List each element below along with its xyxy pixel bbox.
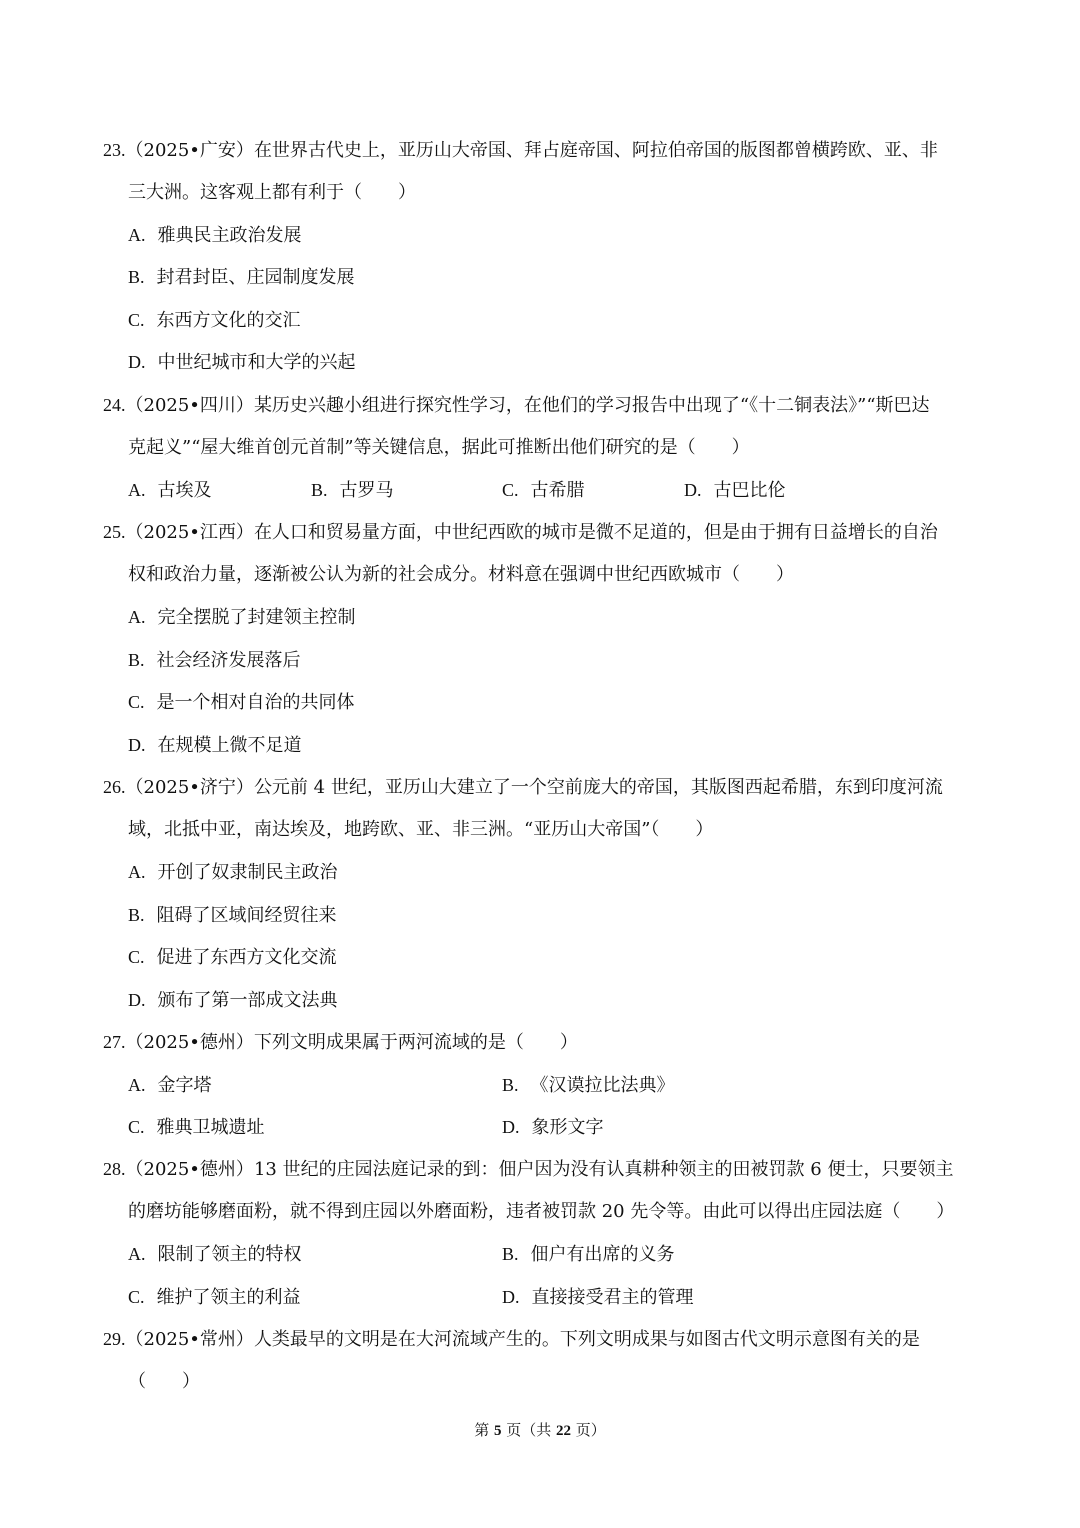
question-source: （2025•广安） — [125, 140, 254, 161]
option-b[interactable]: B. 古罗马 — [311, 480, 394, 501]
question-number: 24. — [103, 395, 126, 415]
option-d[interactable]: D. 象形文字 — [502, 1117, 604, 1138]
option-c[interactable]: C. 维护了领主的利益 — [128, 1287, 301, 1308]
question-text: 在世界古代史上，亚历山大帝国、拜占庭帝国、阿拉伯帝国的版图都曾横跨欧、亚、非 — [253, 140, 938, 161]
question-28-line-1 — [103, 1160, 953, 1179]
question-source: （2025•四川） — [125, 395, 254, 416]
question-source: （2025•德州） — [125, 1159, 254, 1180]
question-number: 27. — [103, 1032, 126, 1052]
option-a[interactable]: A. 完全摆脱了封建领主控制 — [128, 607, 356, 628]
option-a[interactable]: A. 金字塔 — [128, 1075, 212, 1096]
option-d[interactable]: D. 中世纪城市和大学的兴起 — [128, 352, 356, 373]
option-b[interactable]: B. 社会经济发展落后 — [128, 650, 301, 671]
option-c[interactable]: C. 东西方文化的交汇 — [128, 310, 301, 331]
question-number: 25. — [103, 522, 126, 542]
question-number: 28. — [103, 1159, 126, 1179]
question-29-line-2: （ ） — [128, 1371, 200, 1392]
question-26-line-2: 域，北抵中亚，南达埃及，地跨欧、亚、非三洲。“亚历山大帝国”（ ） — [128, 819, 714, 840]
option-d[interactable]: D. 直接接受君主的管理 — [502, 1287, 694, 1308]
question-24-line-1 — [103, 396, 930, 415]
question-number: 26. — [103, 777, 126, 797]
question-number: 23. — [103, 140, 126, 160]
question-28-line-2: 的磨坊能够磨面粉，就不得到庄园以外磨面粉，违者被罚款 20 先令等。由此可以得出庄园法庭（ ） — [128, 1201, 955, 1222]
option-d[interactable]: D. 在规模上微不足道 — [128, 735, 302, 756]
question-23-line-1 — [103, 141, 938, 160]
option-b[interactable]: B. 《汉谟拉比法典》 — [502, 1075, 675, 1096]
question-source: （2025•德州） — [125, 1032, 254, 1053]
option-d[interactable]: D. 古巴比伦 — [684, 480, 786, 501]
question-text: 公元前 4 世纪，亚历山大建立了一个空前庞大的帝国，其版图西起希腊，东到印度河流 — [253, 777, 943, 798]
question-source: （2025•常州） — [125, 1329, 254, 1350]
question-24-line-2: 克起义”“屋大维首创元首制”等关键信息，据此可推断出他们研究的是（ ） — [128, 437, 750, 458]
question-text: 13 世纪的庄园法庭记录的到：佃户因为没有认真耕种领主的田被罚款 6 便士，只要领主 — [253, 1159, 954, 1180]
question-text: 人类最早的文明是在大河流域产生的。下列文明成果与如图古代文明示意图有关的是 — [253, 1329, 920, 1350]
option-a[interactable]: A. 开创了奴隶制民主政治 — [128, 862, 338, 883]
option-d[interactable]: D. 颁布了第一部成文法典 — [128, 990, 338, 1011]
option-c[interactable]: C. 是一个相对自治的共同体 — [128, 692, 355, 713]
question-text: 下列文明成果属于两河流域的是（ ） — [253, 1032, 578, 1053]
question-25-line-1 — [103, 523, 938, 542]
option-a[interactable]: A. 限制了领主的特权 — [128, 1244, 302, 1265]
question-source: （2025•江西） — [125, 522, 254, 543]
question-25-line-2: 权和政治力量，逐渐被公认为新的社会成分。材料意在强调中世纪西欧城市（ ） — [128, 564, 794, 585]
total-pages-number: 22 — [556, 1423, 572, 1439]
option-a[interactable]: A. 古埃及 — [128, 480, 212, 501]
option-b[interactable]: B. 佃户有出席的义务 — [502, 1244, 675, 1265]
option-c[interactable]: C. 促进了东西方文化交流 — [128, 947, 337, 968]
option-a[interactable]: A. 雅典民主政治发展 — [128, 225, 302, 246]
option-c[interactable]: C. 雅典卫城遗址 — [128, 1117, 265, 1138]
question-27-line-1 — [103, 1033, 578, 1052]
question-26-line-1 — [103, 778, 943, 797]
option-b[interactable]: B. 封君封臣、庄园制度发展 — [128, 267, 355, 288]
question-source: （2025•济宁） — [125, 777, 254, 798]
option-c[interactable]: C. 古希腊 — [502, 480, 585, 501]
question-number: 29. — [103, 1329, 126, 1349]
question-text: 某历史兴趣小组进行探究性学习，在他们的学习报告中出现了“《十二铜表法》”“斯巴达 — [253, 395, 930, 416]
question-29-line-1 — [103, 1330, 920, 1349]
question-text: 在人口和贸易量方面，中世纪西欧的城市是微不足道的，但是由于拥有日益增长的自治 — [253, 522, 938, 543]
option-b[interactable]: B. 阻碍了区域间经贸往来 — [128, 905, 337, 926]
question-23-line-2: 三大洲。这客观上都有利于（ ） — [128, 182, 416, 203]
current-page-number: 5 — [493, 1423, 502, 1439]
page-footer: 第 5 页（共 22 页） — [474, 1421, 606, 1439]
